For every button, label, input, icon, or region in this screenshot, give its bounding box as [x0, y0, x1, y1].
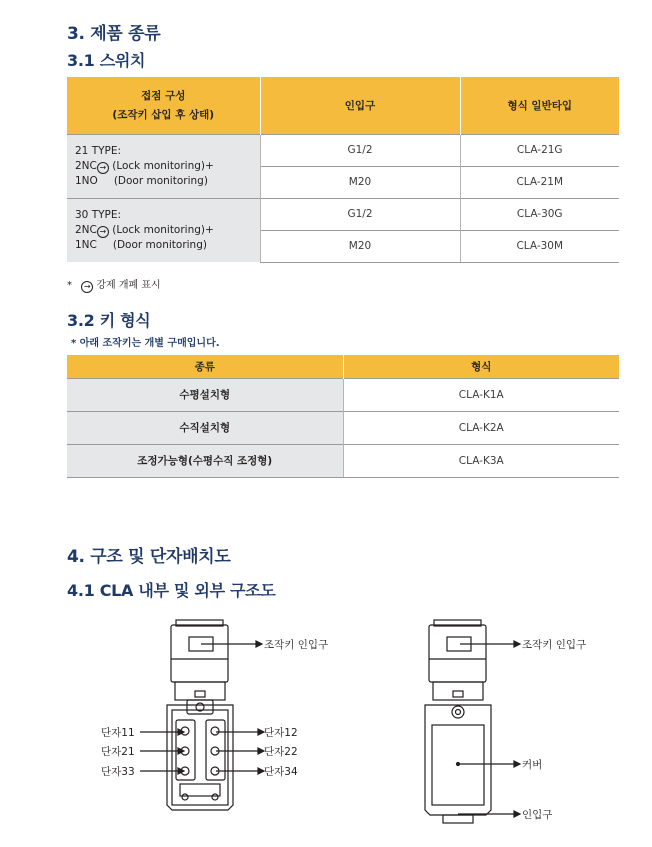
key-table-header [67, 355, 619, 378]
terminal-33-label: 단자33 [101, 766, 135, 778]
key-head [171, 625, 228, 682]
footnote-text: 강제 개폐 표시 [96, 280, 161, 291]
key-kind-cell: 수직설치형 [67, 411, 343, 444]
contact-line1-suffix: (Lock monitoring)+ [112, 159, 214, 172]
model-cell: CLA-21M [460, 166, 619, 198]
contact-type: 30 TYPE: [75, 208, 122, 221]
contact-config-header [67, 77, 260, 134]
inlet-label: 인입구 [522, 809, 553, 821]
terminal-21-label: 단자21 [101, 746, 135, 758]
section-3-1-title: 3.1 스위치 [67, 51, 146, 70]
section-4-1-title: 4.1 CLA 내부 및 외부 구조도 [67, 581, 276, 600]
contact-type: 21 TYPE: [75, 144, 122, 157]
table-row [67, 444, 619, 477]
terminal-22-label: 단자22 [264, 746, 298, 758]
switch-footnote [67, 276, 161, 293]
left-key-inlet-label: 조작키 인입구 [264, 639, 329, 651]
footnote-star: * [67, 280, 72, 291]
forced-opening-icon: → [97, 226, 109, 238]
inlet-cell: G1/2 [260, 198, 460, 230]
contact-config-cell [67, 198, 260, 262]
model-cell: CLA-30M [460, 230, 619, 262]
switch-table-header [67, 77, 619, 134]
inlet-cell: G1/2 [260, 134, 460, 166]
contact-line2-prefix: 1NC [75, 238, 97, 251]
table-row [67, 134, 619, 166]
terminal-12-label: 단자12 [264, 727, 298, 739]
key-kind-cell: 수평설치형 [67, 378, 343, 411]
key-model-cell: CLA-K2A [343, 411, 619, 444]
contact-line2-suffix: (Door monitoring) [112, 238, 207, 251]
forced-opening-icon: → [81, 281, 93, 293]
contact-line2-suffix: (Door monitoring) [113, 174, 208, 187]
key-purchase-note: * 아래 조작키는 개별 구매입니다. [71, 338, 220, 349]
forced-opening-icon: → [97, 162, 109, 174]
model-cell: CLA-30G [460, 198, 619, 230]
key-kind-cell: 조정가능형(수평수직 조정형) [67, 444, 343, 477]
table-row [67, 411, 619, 444]
key-model-header: 형식 [343, 355, 619, 378]
section-3-title: 3. 제품 종류 [67, 24, 161, 44]
ext-key-head [429, 625, 486, 682]
kind-header: 종류 [67, 355, 343, 378]
inlet-cell: M20 [260, 230, 460, 262]
terminal-11-label: 단자11 [101, 727, 135, 739]
contact-line1-prefix: 2NC [75, 223, 97, 236]
contact-line1-suffix: (Lock monitoring)+ [112, 223, 214, 236]
switch-table [67, 77, 619, 263]
contact-config-cell [67, 134, 260, 198]
inlet-header: 인입구 [260, 77, 460, 134]
ext-switch-body [425, 705, 491, 815]
contact-config-subheader-text: (조작키 삽입 후 상태) [112, 109, 215, 122]
contact-config-header-text: 접점 구성 [141, 90, 186, 103]
contact-line1-prefix: 2NC [75, 159, 97, 172]
section-4-title: 4. 구조 및 단자배치도 [67, 547, 231, 567]
inlet-cell: M20 [260, 166, 460, 198]
section-3-2-title: 3.2 키 형식 [67, 311, 151, 330]
contact-line2-prefix: 1NO [75, 174, 98, 187]
terminal-34-label: 단자34 [264, 766, 298, 778]
right-key-inlet-label: 조작키 인입구 [522, 639, 587, 651]
table-row [67, 378, 619, 411]
model-cell: CLA-21G [460, 134, 619, 166]
key-model-cell: CLA-K3A [343, 444, 619, 477]
cover-label: 커버 [522, 759, 543, 771]
table-row [67, 198, 619, 230]
model-header: 형식 일반타입 [460, 77, 619, 134]
key-model-cell: CLA-K1A [343, 378, 619, 411]
key-table [67, 355, 619, 478]
